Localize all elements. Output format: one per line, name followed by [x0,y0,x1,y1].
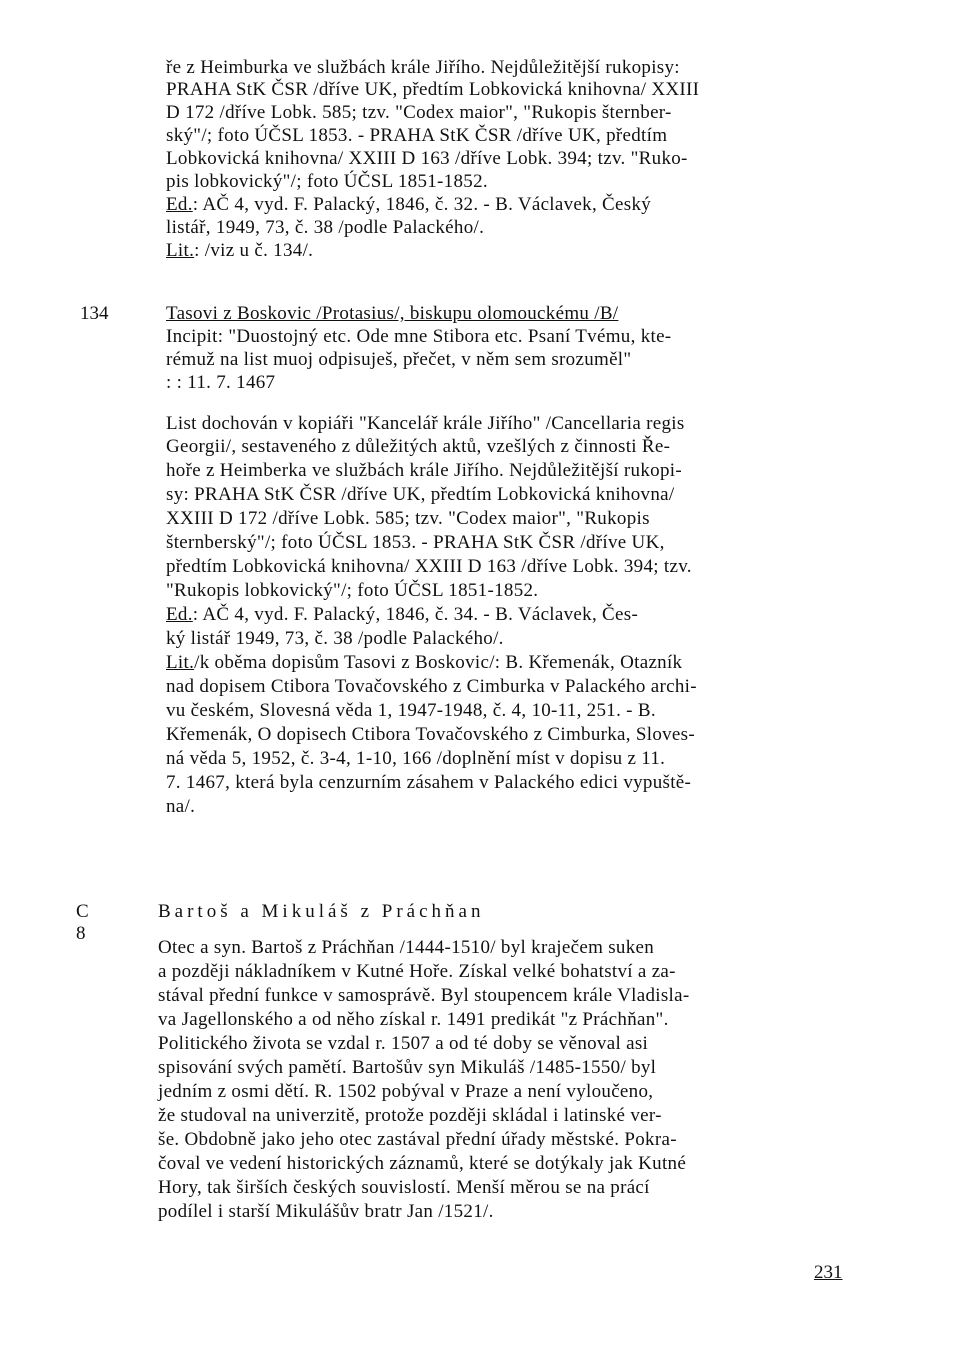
lit-line: nad dopisem Ctibora Tovačovského z Cimburka v Palackého archi- [166,676,697,697]
body-line: podílel i starší Mikulášův bratr Jan /1521/. [158,1201,494,1222]
entry-heading: Bartoš a Mikuláš z Práchňan [158,901,485,922]
body-line: čoval ve vedení historických záznamů, které se dotýkaly jak Kutné [158,1153,687,1174]
body-line: Otec a syn. Bartoš z Práchňan /1444-1510/ byl kraječem suken [158,937,655,958]
body-line: XXIII D 172 /dříve Lobk. 585; tzv. "Codex maior", "Rukopis [166,508,650,529]
lit-text: /k oběma dopisům Tasovi z Boskovic/: B. Křemenák, Otazník [194,652,683,673]
body-line: jedním z osmi dětí. R. 1502 pobýval v Praze a není vyloučeno, [158,1081,654,1102]
body-line: že studoval na univerzitě, protože později skládal i latinské ver- [158,1105,662,1126]
lit-line: ná věda 5, 1952, č. 3-4, 1-10, 166 /doplnění míst v dopisu z 11. [166,748,666,769]
intro-line: ře z Heimburka ve službách krále Jiřího. Nejdůležitější rukopisy: [166,57,680,78]
intro-line: ský"/; foto ÚČSL 1853. - PRAHA StK ČSR /dříve UK, předtím [166,125,668,146]
body-line: spisování svých pamětí. Bartošův syn Mikuláš /1485-1550/ byl [158,1057,657,1078]
body-line: hoře z Heimberka ve službách krále Jiřího. Nejdůležitější rukopi- [166,460,682,481]
lit-line: Křemenák, O dopisech Ctibora Tovačovského z Cimburka, Sloves- [166,724,695,745]
intro-line: PRAHA StK ČSR /dříve UK, předtím Lobkovická knihovna/ XXIII [166,79,700,100]
body-line: Politického života se vzdal r. 1507 a od té doby se věnoval asi [158,1033,649,1054]
incipit-line: Incipit: "Duostojný etc. Ode mne Stibora etc. Psaní Tvému, kte- [166,326,672,347]
body-line: "Rukopis lobkovický"/; foto ÚČSL 1851-1852. [166,580,539,601]
body-line: Hory, tak širších českých souvislostí. Menší měrou se na prácí [158,1177,650,1198]
entry-number: C 8 [76,901,89,944]
lit-line: 7. 1467, která byla cenzurním zásahem v Palackého edici vypuště- [166,772,692,793]
intro-line: D 172 /dříve Lobk. 585; tzv. "Codex maior", "Rukopis šternber- [166,102,672,123]
entry-title: Tasovi z Boskovic /Protasius/, biskupu olomouckému /B/ [166,303,619,324]
body-line: a později nákladníkem v Kutné Hoře. Získal velké bohatství a za- [158,961,676,982]
body-line: stával přední funkce v samosprávě. Byl stoupencem krále Vladisla- [158,985,690,1006]
intro-line: pis lobkovický"/; foto ÚČSL 1851-1852. [166,171,488,192]
ed-label: Ed. [166,194,193,215]
intro-line: Lobkovická knihovna/ XXIII D 163 /dříve Lobk. 394; tzv. "Ruko- [166,148,688,169]
entry-number: 134 [80,303,109,324]
lit-line [166,652,682,674]
ed-label: Ed. [166,604,193,625]
body-line: sy: PRAHA StK ČSR /dříve UK, předtím Lobkovická knihovna/ [166,484,675,505]
intro-ed-line [166,194,651,216]
body-line: še. Obdobně jako jeho otec zastával přední úřady městské. Pokra- [158,1129,677,1150]
ed-line [166,604,638,626]
ed-text: : AČ 4, vyd. F. Palacký, 1846, č. 34. - B. Václavek, Čes- [192,604,639,625]
ed-text: : AČ 4, vyd. F. Palacký, 1846, č. 32. - B. Václavek, Český [192,194,652,215]
page-number: 231 [814,1262,843,1283]
lit-label: Lit. [166,652,195,673]
intro-lit-line [166,240,313,262]
body-line: šternberský"/; foto ÚČSL 1853. - PRAHA StK ČSR /dříve UK, [166,532,665,553]
incipit-date: : : 11. 7. 1467 [166,372,276,393]
body-line: va Jagellonského a od něho získal r. 1491 predikát "z Práchňan". [158,1009,669,1030]
incipit-line: rémuž na list muoj odpisuješ, přečet, v něm sem srozuměl" [166,349,632,370]
body-line: Georgii/, sestaveného z důležitých aktů, vzešlých z činnosti Ře- [166,436,671,457]
lit-line: na/. [166,796,196,817]
lit-label: Lit. [166,240,195,261]
intro-ed-line: listář, 1949, 73, č. 38 /podle Palackého/. [166,217,485,238]
ed-line: ký listář 1949, 73, č. 38 /podle Palackého/. [166,628,504,649]
body-line: List dochován v kopiáři "Kancelář krále Jiřího" /Cancellaria regis [166,413,685,434]
lit-line: vu českém, Slovesná věda 1, 1947-1948, č. 4, 10-11, 251. - B. [166,700,656,721]
lit-text: : /viz u č. 134/. [194,240,314,261]
body-line: předtím Lobkovická knihovna/ XXIII D 163 /dříve Lobk. 394; tzv. [166,556,692,577]
